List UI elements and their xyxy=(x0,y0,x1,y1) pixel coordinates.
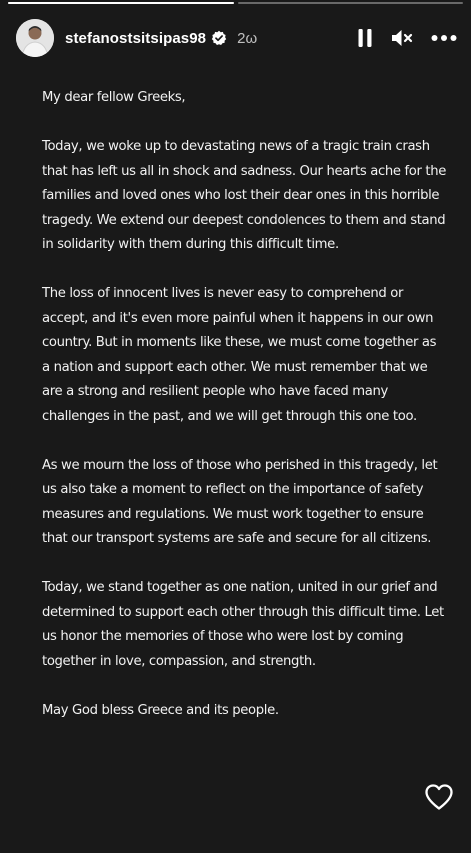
progress-fill xyxy=(8,2,234,4)
message-paragraph: Today, we stand together as one nation, united in our grief and determined to support each other through this difficult time. Let us honor the memories of those who were lost by coming together in love, compassion, and strength. xyxy=(42,580,444,669)
more-dots-icon[interactable] xyxy=(431,34,457,42)
story-header xyxy=(16,18,457,58)
message-salutation: My dear fellow Greeks, xyxy=(42,90,186,105)
heart-outline-icon[interactable] xyxy=(424,783,454,811)
story-progress xyxy=(8,2,463,4)
verified-badge-icon xyxy=(211,30,227,46)
message-paragraph: The loss of innocent lives is never easy to comprehend or accept, and it's even more painful when it happens in our own country. But in moments like these, we must come together as a nation and support each other. We must remember that we are a strong and resilient people who have faced many challenges in the past, and we will get through this one too. xyxy=(42,286,437,424)
message-paragraph: As we mourn the loss of those who perished in this tragedy, let us also take a moment to reflect on the importance of safety measures and regulations. We must work together to ensure that our transport systems are safe and secure for all citizens. xyxy=(42,457,438,546)
message-closing: May God bless Greece and its people. xyxy=(42,702,279,718)
story-message xyxy=(42,86,447,748)
speaker-muted-icon[interactable] xyxy=(391,28,413,48)
post-time: 2ω xyxy=(237,29,258,47)
progress-segment xyxy=(238,2,464,4)
progress-segment xyxy=(8,2,234,4)
pause-icon[interactable] xyxy=(357,28,373,48)
avatar[interactable] xyxy=(16,19,54,57)
story-controls xyxy=(357,28,457,48)
username[interactable]: stefanostsitsipas98 xyxy=(65,29,207,47)
message-paragraph: Today, we woke up to devastating news of a tragic train crash that has left us all in shock and sadness. Our hearts ache for the families and loved ones who lost their dear ones in this horrible tragedy. We extend our deepest condolences to them and stand in solidarity with them during this difficult time. xyxy=(42,139,446,252)
